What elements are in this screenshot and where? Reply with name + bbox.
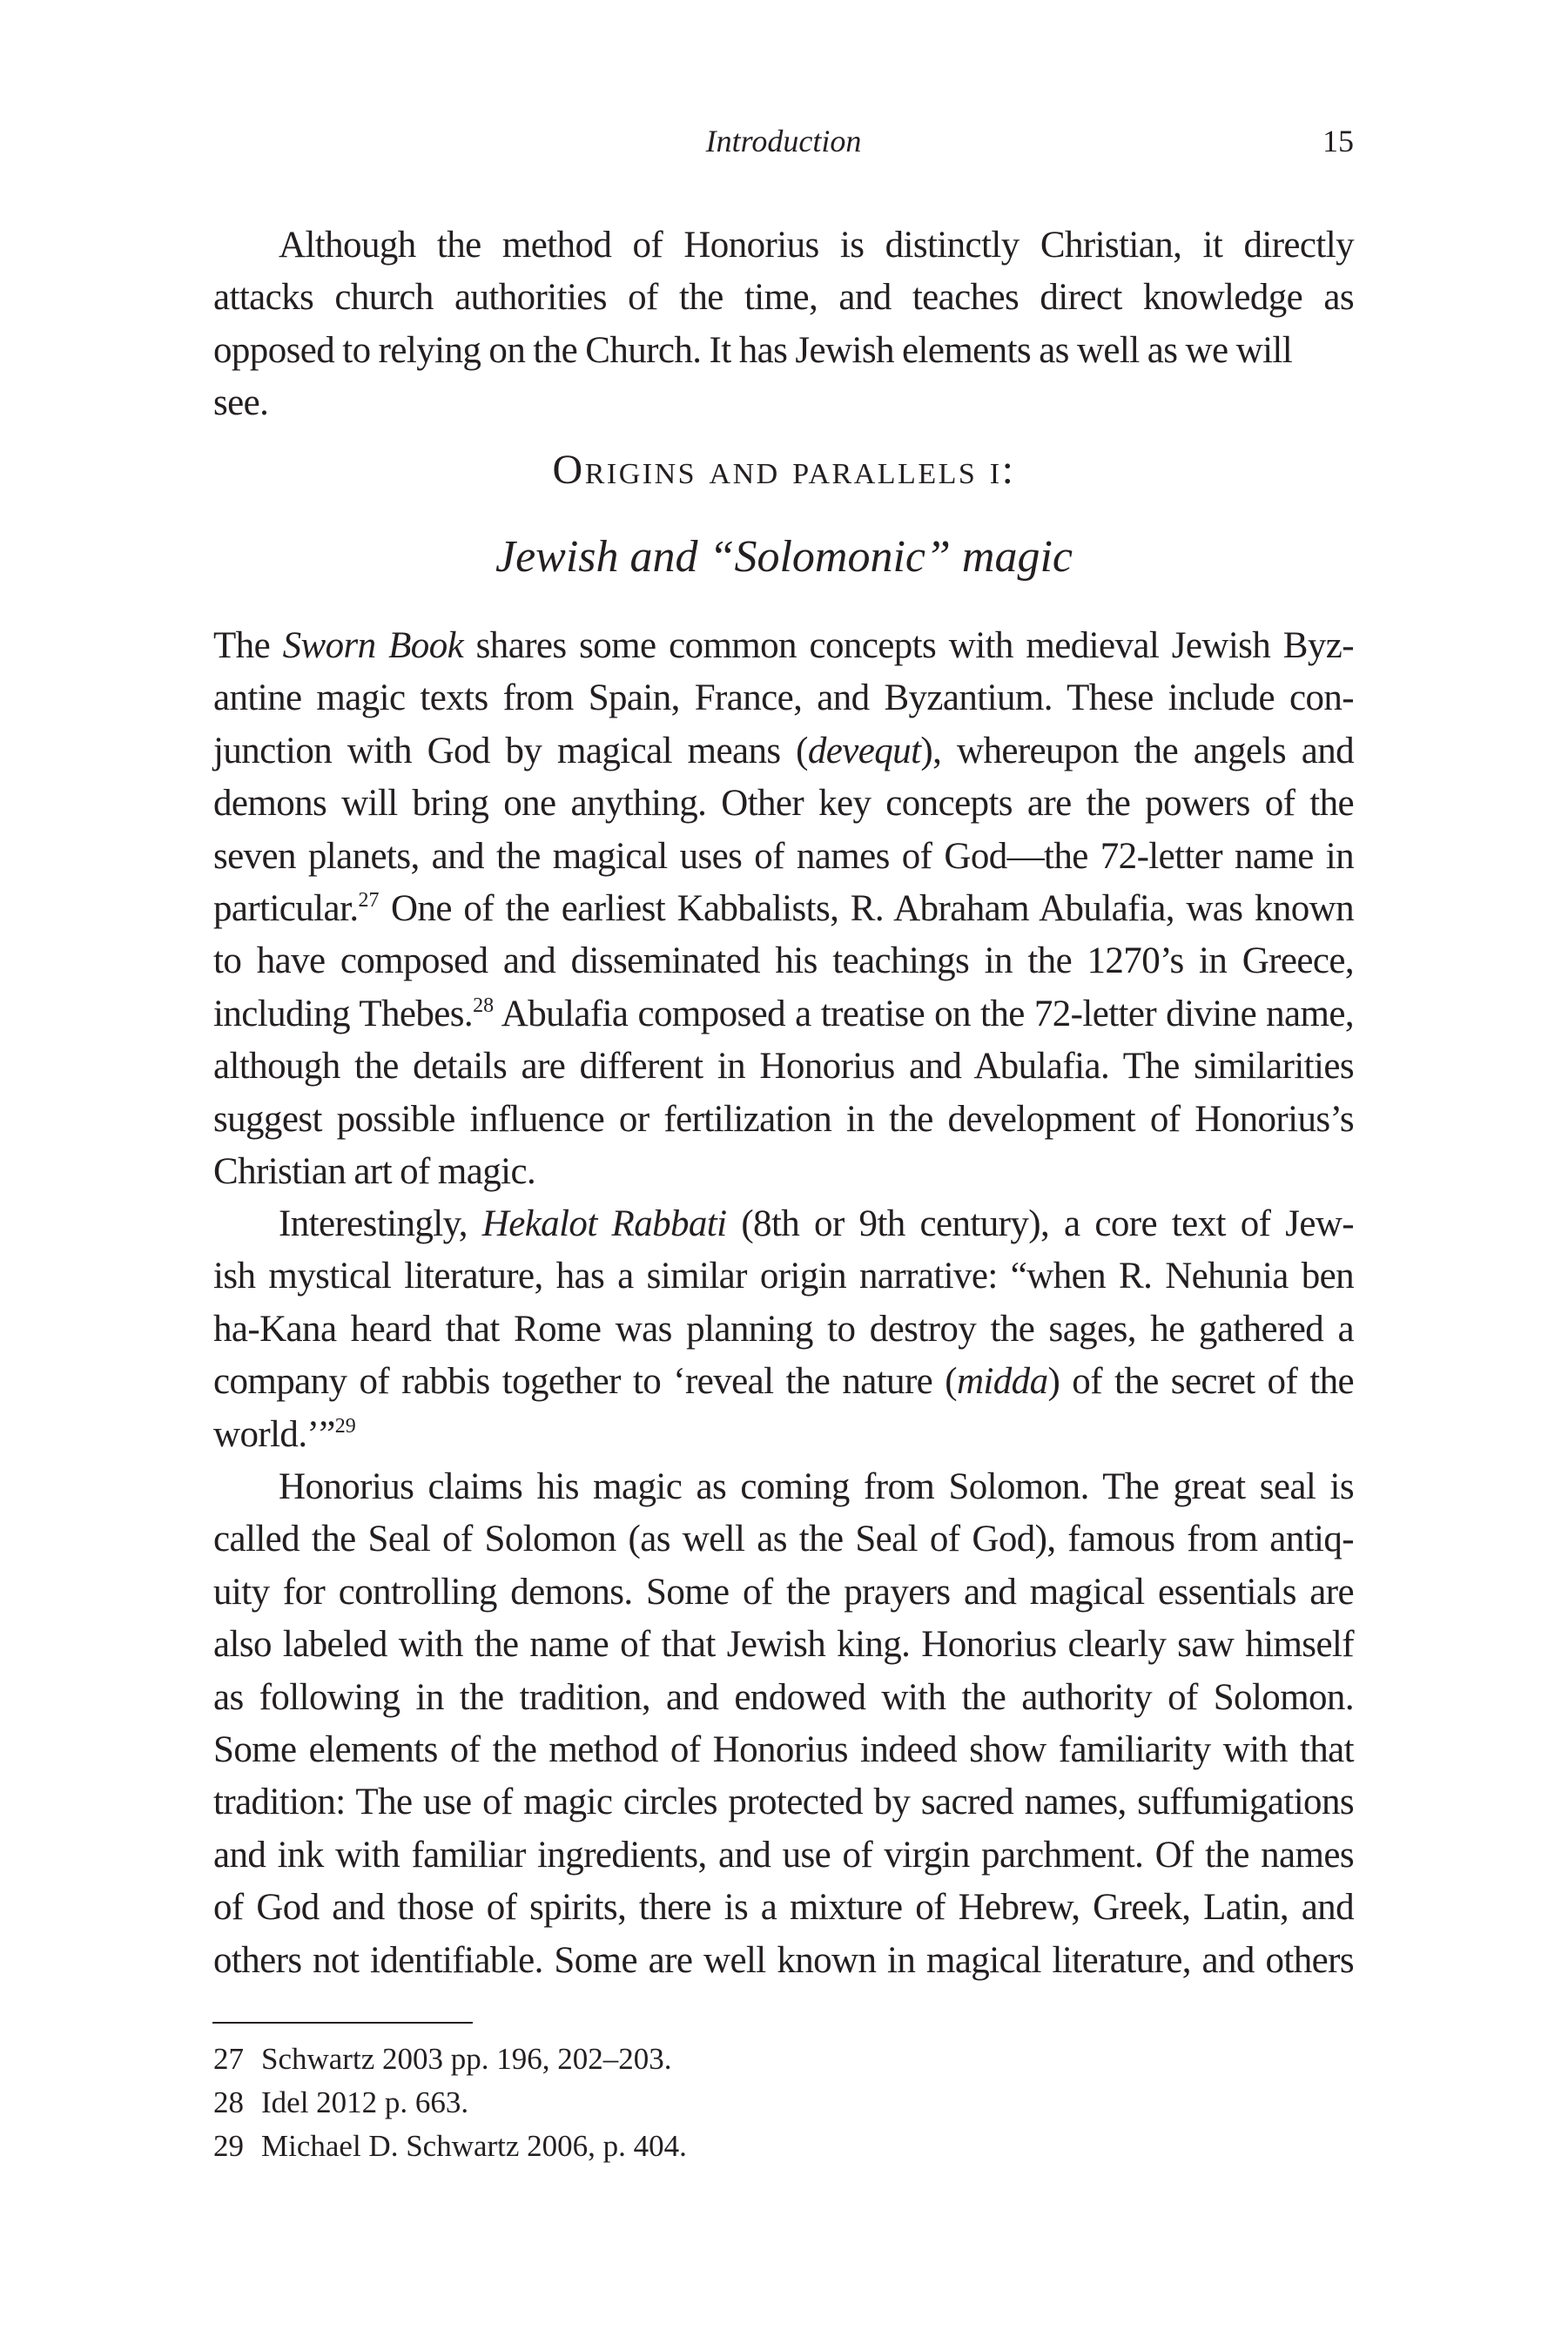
paragraph-hekalot [213, 1198, 1354, 1461]
footnote-separator [212, 2022, 473, 2024]
text-line [213, 831, 1354, 883]
text-line [213, 1882, 1354, 1934]
footnote-text: Michael D. Schwartz 2006, p. 404. [261, 2129, 687, 2163]
italic-text: midda [956, 1361, 1048, 1403]
text-line [213, 620, 1354, 672]
body-text: (8th or 9th century), a core text of Jew- [726, 1203, 1354, 1244]
text-line [213, 883, 1354, 935]
footnote-text: Schwartz 2003 pp. 196, 202–203. [261, 2042, 672, 2076]
body-text: company of rabbis together to ‘reveal the nature ( [213, 1361, 957, 1403]
page-number: 15 [1322, 124, 1354, 158]
body-text: called the Seal of Solomon (as well as the Seal of God), famous from antiq- [213, 1519, 1354, 1560]
text-line [213, 1409, 1354, 1461]
italic-text: devequt [807, 730, 921, 771]
body-text: as following in the tradition, and endowed with the authority of Solomon. [213, 1676, 1354, 1718]
footnote-27 [213, 2038, 1354, 2081]
body-text: Honorius claims his magic as coming from Solomon. The great seal is [279, 1466, 1354, 1507]
footnote-number: 28 [213, 2085, 244, 2119]
footnote-reference[interactable]: 29 [334, 1414, 356, 1438]
text-line [213, 1672, 1354, 1724]
body-text: Some elements of the method of Honorius indeed show familiarity with that [213, 1728, 1354, 1770]
body-text: demons will bring one anything. Other key concepts are the powers of the [213, 783, 1354, 825]
text-line [213, 272, 1354, 324]
text-line [213, 988, 1354, 1041]
body-text: of God and those of spirits, there is a mixture of Hebrew, Greek, Latin, and [213, 1887, 1354, 1929]
body-text: and ink with familiar ingredients, and use of virgin parchment. Of the names [213, 1834, 1354, 1876]
text-line [213, 1198, 1354, 1250]
text-line [213, 1461, 1354, 1513]
text-line [213, 1146, 1354, 1198]
body-text: including Thebes. [213, 993, 474, 1034]
footnote-28 [213, 2081, 1354, 2125]
body-text: ish mystical literature, has a similar origin narrative: “when R. Nehunia ben [213, 1256, 1354, 1297]
body-text: to have composed and disseminated his teachings in the 1270’s in Greece, [213, 940, 1354, 982]
paragraph-intro [213, 219, 1354, 424]
footnote-number: 27 [213, 2042, 244, 2076]
body-text: also labeled with the name of that Jewish king. Honorius clearly saw himself [213, 1624, 1354, 1666]
text-line [213, 219, 1354, 272]
text-line [213, 1094, 1354, 1146]
text-line [213, 1250, 1354, 1303]
footnotes [213, 2038, 1354, 2168]
italic-text: Sworn Book [282, 625, 464, 666]
footnote-reference[interactable]: 28 [473, 994, 495, 1017]
text-line [213, 1303, 1354, 1356]
text-line [213, 1776, 1354, 1829]
body-text: seven planets, and the magical uses of names of God—the 72-letter name in [213, 835, 1354, 877]
text-line [213, 778, 1354, 830]
body-text: ha-Kana heard that Rome was planning to destroy the sages, he gathered a [213, 1308, 1354, 1350]
text-line [213, 1356, 1354, 1408]
text-line [213, 935, 1354, 987]
text-line [213, 725, 1354, 778]
italic-text: Hekalot Rabbati [481, 1203, 727, 1244]
text-line [213, 1829, 1354, 1882]
footnote-reference[interactable]: 27 [358, 888, 380, 912]
text-line [213, 1724, 1354, 1776]
footnote-29 [213, 2125, 1354, 2168]
body-text: suggest possible influence or fertilization in the development of Honorius’s [213, 1098, 1354, 1140]
text-line [213, 1513, 1354, 1566]
body-text: attacks church authorities of the time, and teaches direct knowledge as [213, 277, 1354, 319]
paragraph-solomon [213, 1461, 1354, 1987]
body-text: Interestingly, [279, 1203, 482, 1244]
body-text: ) of the secret of the [1047, 1361, 1354, 1403]
text-line [213, 1041, 1354, 1093]
running-head [213, 122, 1354, 160]
section-subheading: Jewish and “Solomonic” magic [495, 532, 1073, 582]
body-text: opposed to relying on the Church. It has Jewish elements as well as we will see. [213, 329, 1293, 424]
footnote-number: 29 [213, 2129, 244, 2163]
footnote-text: Idel 2012 p. 663. [261, 2085, 469, 2119]
body-text: particular. [213, 887, 359, 929]
body-text: The [213, 625, 283, 666]
text-line [213, 672, 1354, 724]
paragraph-sworn-book [213, 620, 1354, 1198]
body-text: uity for controlling demons. Some of the prayers and magical essentials are [213, 1571, 1354, 1613]
body-text: Christian art of magic. [213, 1150, 536, 1192]
body-text: ), whereupon the angels and [920, 730, 1355, 771]
text-line [213, 325, 1354, 424]
body-text: shares some common concepts with medieval Jewish Byz- [463, 625, 1354, 666]
text-line [213, 1935, 1354, 1987]
body-text: world.’” [213, 1413, 335, 1455]
body-text: junction with God by magical means ( [213, 730, 808, 771]
body-text: others not identifiable. Some are well known in magical literature, and others [213, 1939, 1354, 1981]
body-text: tradition: The use of magic circles protected by sacred names, suffumigations [213, 1782, 1354, 1823]
text-line [213, 1566, 1354, 1619]
text-line [213, 1619, 1354, 1671]
body-text: although the details are different in Honorius and Abulafia. The similarities [213, 1046, 1354, 1088]
body-text: Abulafia composed a treatise on the 72-letter divine name, [494, 993, 1355, 1034]
body-text: One of the earliest Kabbalists, R. Abraham Abulafia, was known [379, 887, 1354, 929]
body-text: antine magic texts from Spain, France, and Byzantium. These include con- [213, 677, 1354, 719]
body-text: Although the method of Honorius is distinctly Christian, it directly [279, 225, 1354, 266]
section-heading: Origins and parallels i: [552, 447, 1016, 493]
running-head-title: Introduction [705, 124, 862, 158]
